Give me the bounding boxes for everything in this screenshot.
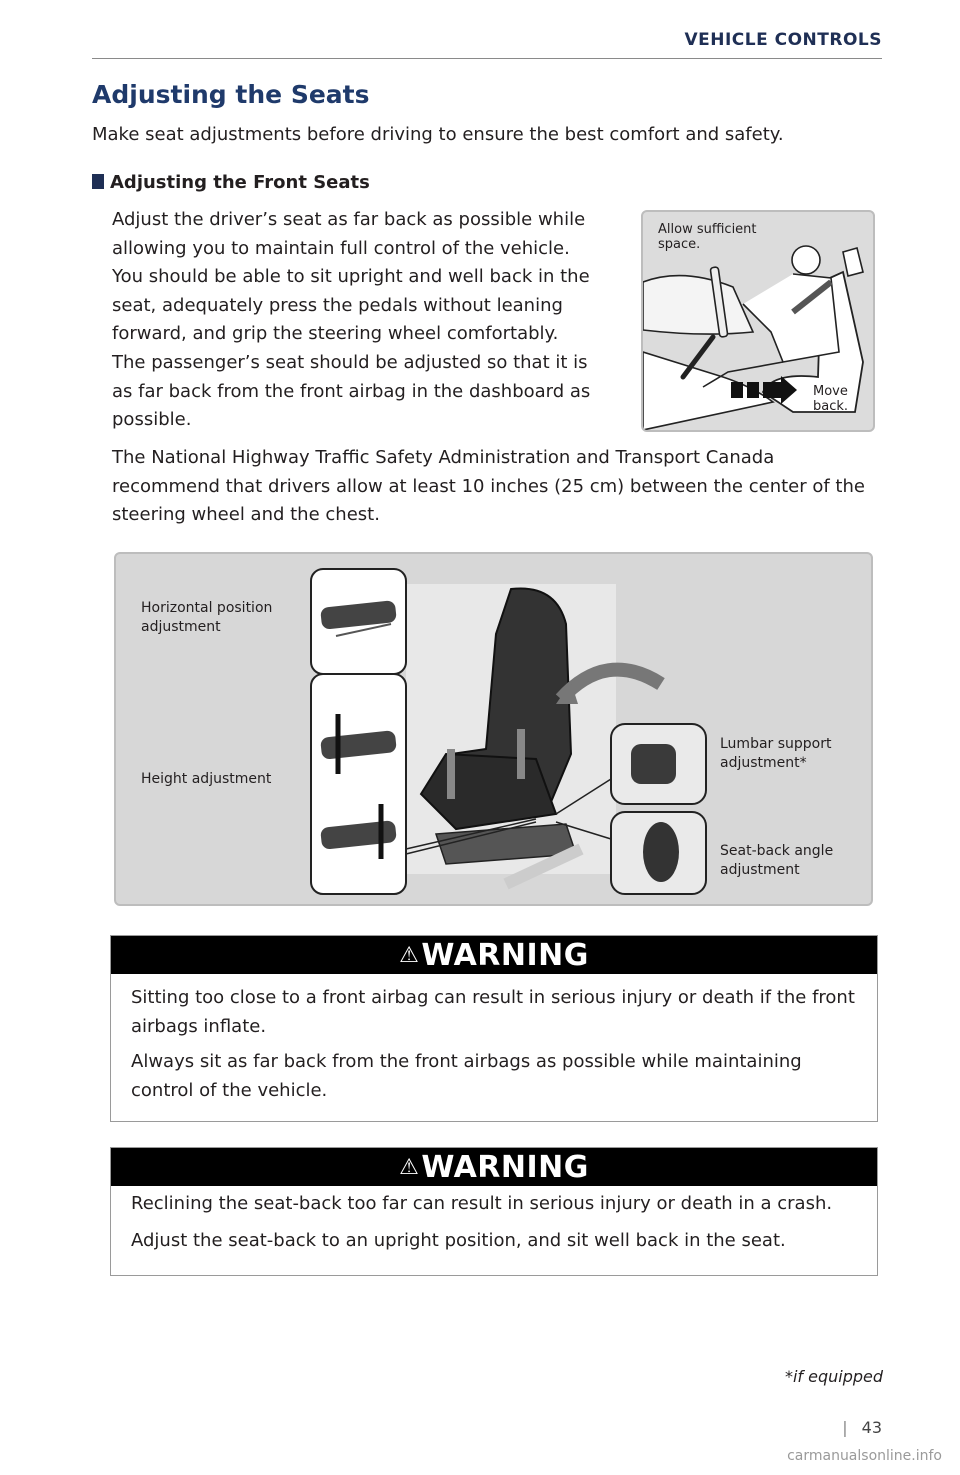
warning-text: Reclining the seat-back too far can result in serious injury or death in a crash. — [131, 1193, 833, 1214]
height-adjust-label: Height adjustment — [141, 771, 272, 787]
page-number — [842, 1418, 882, 1437]
section-title: Adjusting the Seats — [92, 80, 370, 109]
seat-controls-figure — [114, 552, 873, 906]
intro-text: Make seat adjustments before driving to ensure the best comfort and safety. — [92, 124, 784, 145]
allow-space-label: Allow sufficient space. — [658, 222, 757, 252]
move-back-label: Move back. — [813, 384, 849, 414]
warning-triangle-icon: ⚠ — [399, 943, 420, 968]
page-separator: | — [842, 1418, 848, 1437]
page-number-value: 43 — [861, 1418, 882, 1437]
subsection-heading — [92, 172, 370, 193]
driver-position-figure — [641, 210, 875, 432]
body-paragraph-2: The National Highway Traffic Safety Administration and Transport Canada recommend that drivers allow at least 10 inches (25 cm) between the center of the steering wheel and the chest. — [112, 447, 865, 526]
warning-triangle-icon: ⚠ — [399, 1155, 420, 1180]
warning-text: Always sit as far back from the front airbags as possible while maintaining control of the vehicle. — [131, 1051, 802, 1101]
body-paragraph-1: Adjust the driver’s seat as far back as possible while allowing you to maintain full control of the vehicle. You should be able to sit upright and well back in the seat, adequately press the pedals without leaning forward, and grip the steering wheel comfortably. The passenger’s seat should be adjusted so that it is as far back from the front airbag in the dashboard as possible. — [112, 209, 591, 431]
warning-text: Sitting too close to a front airbag can result in serious injury or death if the front airbags inflate. — [131, 987, 855, 1037]
lumbar-adjust-label: Lumbar support adjustment* — [720, 736, 832, 771]
heading-square-icon — [92, 174, 104, 189]
header-divider — [92, 58, 882, 59]
watermark: carmanualsonline.info — [787, 1448, 942, 1464]
warning-title: WARNING — [421, 938, 589, 973]
subsection-heading-text: Adjusting the Front Seats — [110, 172, 370, 193]
footnote: *if equipped — [784, 1367, 883, 1386]
seatback-adjust-label: Seat-back angle adjustment — [720, 843, 834, 878]
warning-title: WARNING — [421, 1150, 589, 1185]
warning-text: Adjust the seat-back to an upright position, and sit well back in the seat. — [131, 1229, 786, 1251]
header-title: VEHICLE CONTROLS — [684, 30, 882, 50]
warning-box-2 — [110, 1147, 878, 1276]
warning-box-1 — [110, 935, 878, 1122]
horizontal-adjust-label: Horizontal position adjustment — [141, 600, 273, 635]
warning-title-bar — [111, 936, 877, 974]
warning-title-bar — [111, 1148, 877, 1186]
